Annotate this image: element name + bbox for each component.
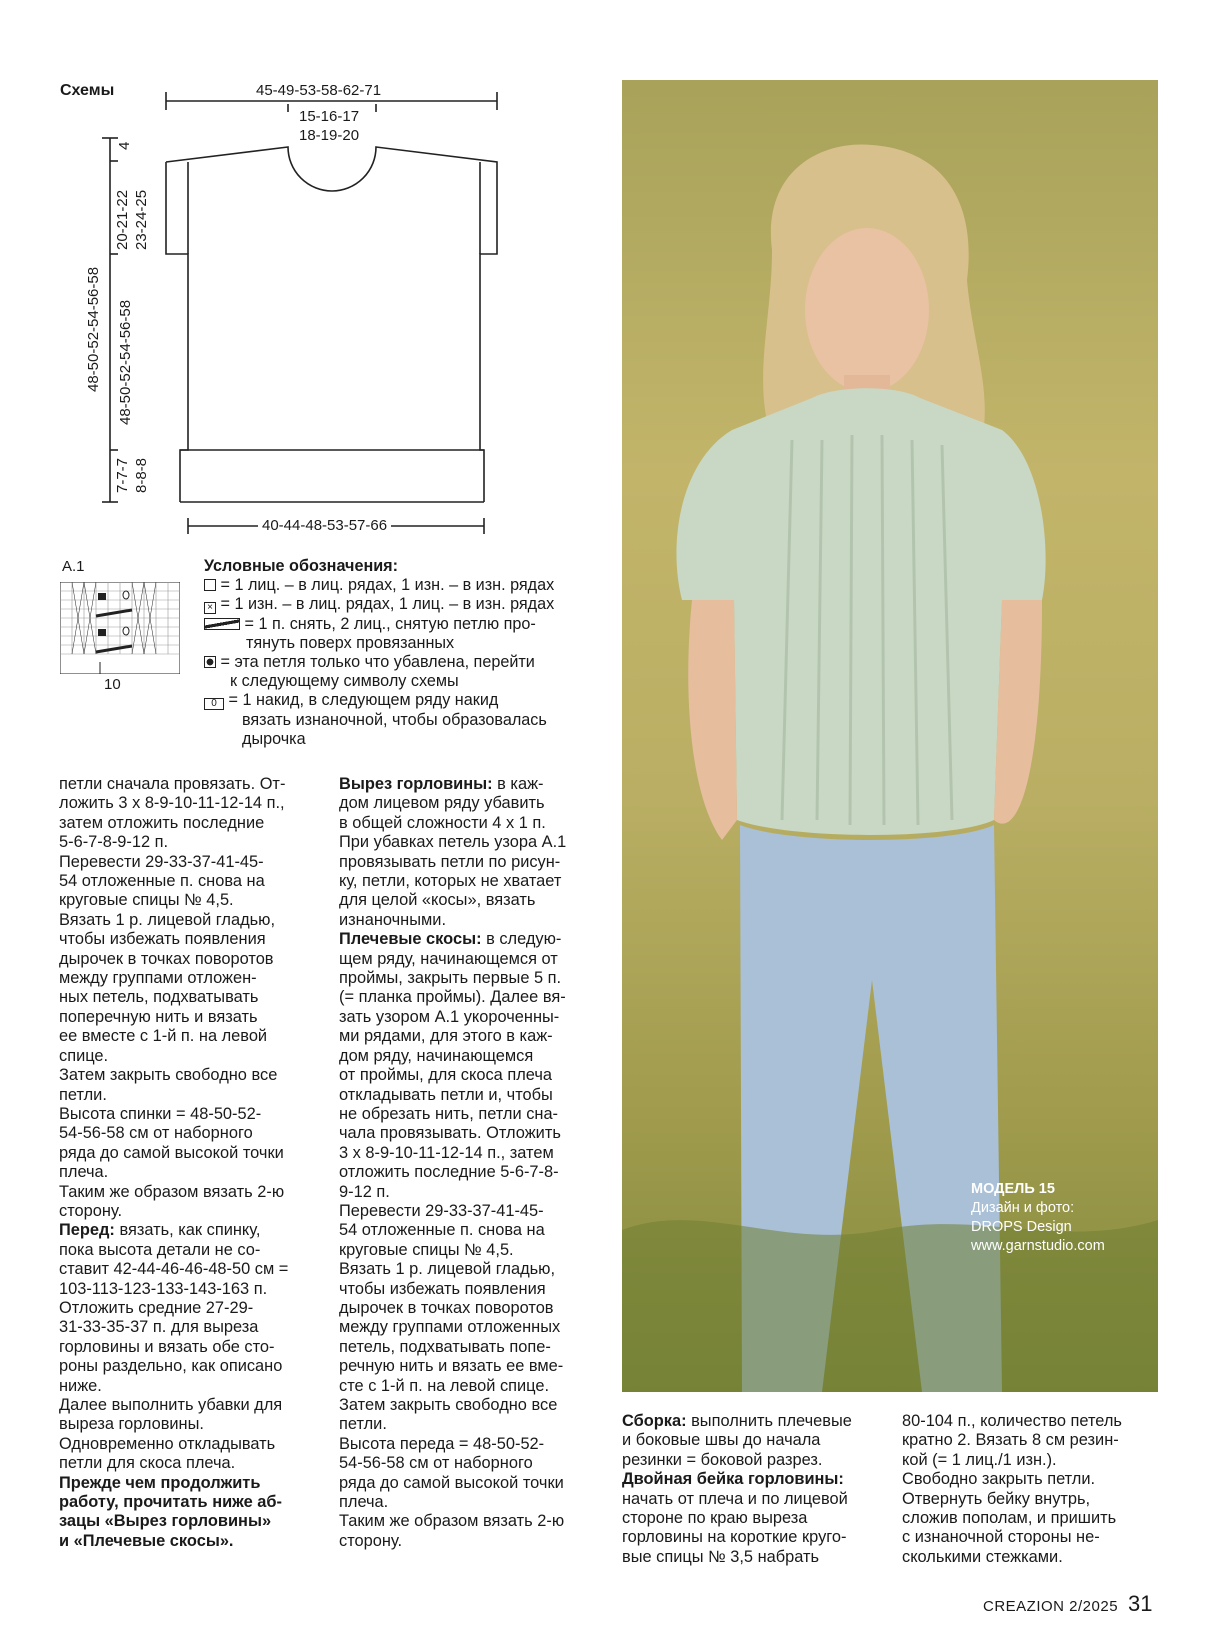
- col3-line: горловины на короткие круго-: [622, 1528, 847, 1547]
- body-height-label: 48-50-52-54-56-58: [117, 299, 134, 425]
- col1-line: 103-113-123-133-143-163 п.: [59, 1279, 268, 1298]
- col2-line: чала провязывать. Отложить: [339, 1124, 561, 1143]
- legend-item-yarnover-cont2: дырочка: [242, 729, 306, 748]
- col1-line: 31-33-35-37 п. для выреза: [59, 1318, 259, 1337]
- col1-line: ряда до самой высокой точки: [59, 1143, 284, 1162]
- legend-item-decrease: = эта петля только что убавлена, перейти: [204, 653, 596, 672]
- col1-line: Далее выполнить убавки для: [59, 1396, 283, 1414]
- legend-item-slip: = 1 п. снять, 2 лиц., снятую петлю про-: [204, 615, 596, 634]
- col3-line: вые спицы № 3,5 набрать: [622, 1547, 820, 1566]
- col1-line: петли.: [59, 1085, 107, 1104]
- column-1: [59, 775, 317, 1551]
- col1-line: дырочек в точках поворотов: [59, 949, 274, 968]
- col2-line: речную нить и вязать ее вме-: [339, 1357, 564, 1376]
- stitch-chart: [60, 582, 180, 674]
- col2-line: зать узором А.1 укороченны-: [339, 1007, 560, 1026]
- col2-line: для целой «косы», вязать: [339, 891, 536, 910]
- col2-line: между группами отложенных: [339, 1318, 561, 1337]
- col3-line: начать от плеча и по лицевой: [622, 1489, 848, 1508]
- col2-line: Перевести 29-33-37-41-45-: [339, 1201, 544, 1220]
- col1-line: сторону.: [59, 1201, 123, 1220]
- col2-line: Вязать 1 р. лицевой гладью,: [339, 1260, 556, 1279]
- col1-line: 5-6-7-8-9-12 п.: [59, 833, 169, 852]
- col2-line: петель, подхватывать попе-: [339, 1337, 551, 1356]
- legend: [204, 557, 596, 749]
- col1-line: спице.: [59, 1046, 109, 1065]
- col1-bold-line: Прежде чем продолжить: [59, 1473, 261, 1492]
- page-number: 31: [1128, 1591, 1153, 1616]
- col1-line: ниже.: [59, 1376, 102, 1395]
- total-height-label: 48-50-52-54-56-58: [85, 266, 102, 392]
- column-3: [622, 1412, 884, 1567]
- legend-item-yarnover-cont: вязать изнаночной, чтобы образовалась: [242, 710, 547, 729]
- empty-square-icon: [204, 579, 216, 591]
- col2-line: сте с 1-й п. на левой спице.: [339, 1376, 550, 1395]
- col1-line: петли сначала провязать. От-: [59, 775, 286, 793]
- column-2: [339, 775, 601, 1551]
- top-width-label: 45-49-53-58-62-71: [256, 82, 382, 99]
- front-heading: Перед:: [59, 1221, 115, 1240]
- col1-line: затем отложить последние: [59, 813, 265, 832]
- model-photo: [622, 80, 1158, 1392]
- assembly-paragraph: Сборка: выполнить плечевые: [622, 1412, 852, 1430]
- col1-line: плеча.: [59, 1163, 109, 1182]
- col3-line: и боковые швы до начала: [622, 1431, 821, 1450]
- armhole-label-1: 20-21-22: [114, 189, 131, 250]
- col2-line: откладывать петли и, чтобы: [339, 1085, 553, 1104]
- col1-line: петли для скоса плеча.: [59, 1454, 236, 1473]
- col1-line: выреза горловины.: [59, 1415, 204, 1434]
- filled-square-icon: [204, 656, 216, 668]
- col2-line: ряда до самой высокой точки: [339, 1473, 564, 1492]
- col2-line: отложить последние 5-6-7-8-: [339, 1163, 559, 1182]
- col2-line: изнаночными.: [339, 910, 446, 929]
- col1-line: ложить 3 х 8-9-10-11-12-14 п.,: [59, 794, 285, 813]
- col2-line: проймы, закрыть первые 5 п.: [339, 969, 562, 988]
- col2-line: плеча.: [339, 1493, 389, 1512]
- col2-line: (= планка проймы). Далее вя-: [339, 988, 566, 1007]
- col1-line: поперечную нить и вязать: [59, 1007, 258, 1026]
- col2-line: 54-56-58 см от наборного: [339, 1454, 533, 1473]
- slip-stitch-icon: [204, 618, 240, 630]
- legend-item-slip-cont: тянуть поверх провязанных: [246, 633, 455, 652]
- col4-line: Отвернуть бейку внутрь,: [902, 1489, 1091, 1508]
- col1-line: ее вместе с 1-й п. на левой: [59, 1027, 268, 1046]
- chart-repeat-label: 10: [104, 676, 121, 693]
- shoulder-drop-label: 4: [116, 141, 133, 150]
- shoulder-paragraph: Плечевые скосы: в следую-: [339, 930, 562, 949]
- col4-line: Свободно закрыть петли.: [902, 1470, 1096, 1489]
- col2-line: Затем закрыть свободно все: [339, 1396, 558, 1414]
- caption-line-1: Дизайн и фото:: [971, 1200, 1075, 1216]
- col2-line: ку, петли, которых не хватает: [339, 872, 562, 891]
- col1-line: пока высота детали не со-: [59, 1240, 261, 1259]
- col1-line: Затем закрыть свободно все: [59, 1066, 278, 1085]
- col1-line: Вязать 1 р. лицевой гладью,: [59, 910, 276, 929]
- col1-line: ных петель, подхватывать: [59, 988, 259, 1007]
- col2-line: сторону.: [339, 1531, 403, 1550]
- footer-magazine: CREAZION 2/2025: [983, 1598, 1119, 1615]
- col1-line: 54 отложенные п. снова на: [59, 872, 265, 891]
- col4-line: сколькими стежками.: [902, 1547, 1063, 1566]
- legend-item-decrease-cont: к следующему символу схемы: [230, 672, 459, 691]
- band-heading: Двойная бейка горловины:: [622, 1470, 844, 1489]
- shoulder-heading: Плечевые скосы:: [339, 930, 482, 949]
- legend-item-knit: = 1 лиц. – в лиц. рядах, 1 изн. – в изн. рядах: [204, 576, 596, 595]
- col4-line: с изнаночной стороны не-: [902, 1528, 1100, 1547]
- crossed-square-icon: ×: [204, 602, 216, 614]
- col1-line: Одновременно откладывать: [59, 1434, 276, 1453]
- col4-line: кратно 2. Вязать 8 см резин-: [902, 1431, 1119, 1450]
- photo-caption: [971, 1180, 1151, 1256]
- assembly-heading: Сборка:: [622, 1412, 687, 1430]
- col1-line: между группами отложен-: [59, 969, 257, 988]
- col2-line: Таким же образом вязать 2-ю: [339, 1512, 565, 1531]
- neck-width-label-1: 15-16-17: [299, 108, 360, 125]
- legend-item-yarnover: 0 = 1 накид, в следующем ряду накид: [204, 691, 596, 710]
- col2-line: Высота переда = 48-50-52-: [339, 1434, 545, 1453]
- col2-line: 9-12 п.: [339, 1182, 390, 1201]
- legend-title: Условные обозначения:: [204, 557, 399, 575]
- col2-line: щем ряду, начинающемся от: [339, 949, 558, 968]
- col2-line: ми рядами, для этого в каж-: [339, 1027, 553, 1046]
- col1-line: ставит 42-44-46-46-48-50 см =: [59, 1260, 289, 1279]
- caption-line-3: www.garnstudio.com: [971, 1238, 1105, 1254]
- col3-line: резинки = боковой разрез.: [622, 1450, 823, 1469]
- col2-line: дом ряду, начинающемся: [339, 1046, 534, 1065]
- bottom-width-label: 40-44-48-53-57-66: [258, 517, 391, 534]
- col1-bold-line: работу, прочитать ниже аб-: [59, 1493, 282, 1512]
- front-paragraph: Перед: вязать, как спинку,: [59, 1221, 261, 1240]
- schematic-title: Схемы: [60, 82, 115, 99]
- armhole-label-2: 23-24-25: [133, 189, 150, 250]
- col2-line: чтобы избежать появления: [339, 1279, 546, 1298]
- col1-line: Таким же образом вязать 2-ю: [59, 1182, 285, 1201]
- chart-label: A.1: [62, 558, 85, 575]
- col1-line: горловины и вязать обе сто-: [59, 1337, 275, 1356]
- caption-model: МОДЕЛЬ 15: [971, 1181, 1055, 1197]
- col2-line: петли.: [339, 1415, 387, 1434]
- col2-line: в общей сложности 4 х 1 п.: [339, 813, 546, 832]
- col1-line: Отложить средние 27-29-: [59, 1298, 254, 1317]
- col3-line: стороне по краю выреза: [622, 1509, 808, 1528]
- col2-line: 54 отложенные п. снова на: [339, 1221, 545, 1240]
- col1-line: круговые спицы № 4,5.: [59, 891, 234, 910]
- col1-line: чтобы избежать появления: [59, 930, 266, 949]
- legend-item-purl: × = 1 изн. – в лиц. рядах, 1 лиц. – в изн. рядах: [204, 595, 596, 614]
- col4-line: 80-104 п., количество петель: [902, 1412, 1122, 1430]
- caption-line-2: DROPS Design: [971, 1219, 1072, 1235]
- col1-line: Высота спинки = 48-50-52-: [59, 1104, 262, 1123]
- col2-line: круговые спицы № 4,5.: [339, 1240, 514, 1259]
- neck-heading: Вырез горловины:: [339, 775, 493, 793]
- col2-line: провязывать петли по рисун-: [339, 852, 561, 871]
- col1-line: Перевести 29-33-37-41-45-: [59, 852, 264, 871]
- col2-line: дом лицевом ряду убавить: [339, 794, 545, 813]
- neck-width-label-2: 18-19-20: [299, 127, 360, 144]
- col1-line: 54-56-58 см от наборного: [59, 1124, 253, 1143]
- rib-height-label-1: 7-7-7: [114, 457, 131, 493]
- col2-line: 3 х 8-9-10-11-12-14 п., затем: [339, 1143, 554, 1162]
- yarnover-icon: 0: [204, 698, 224, 710]
- rib-height-label-2: 8-8-8: [133, 457, 150, 493]
- col2-line: дырочек в точках поворотов: [339, 1298, 554, 1317]
- col2-line: не обрезать нить, петли сна-: [339, 1104, 559, 1123]
- col2-line: При убавках петель узора А.1: [339, 833, 567, 852]
- col4-line: сложив пополам, и пришить: [902, 1509, 1117, 1528]
- col4-line: кой (= 1 лиц./1 изн.).: [902, 1450, 1057, 1469]
- col2-line: от проймы, для скоса плеча: [339, 1066, 552, 1085]
- col1-bold-line: и «Плечевые скосы».: [59, 1531, 234, 1550]
- neck-paragraph: Вырез горловины: в каж-: [339, 775, 544, 793]
- col1-line: роны раздельно, как описано: [59, 1357, 283, 1376]
- col1-bold-line: зацы «Вырез горловины»: [59, 1512, 272, 1531]
- column-4: [902, 1412, 1164, 1567]
